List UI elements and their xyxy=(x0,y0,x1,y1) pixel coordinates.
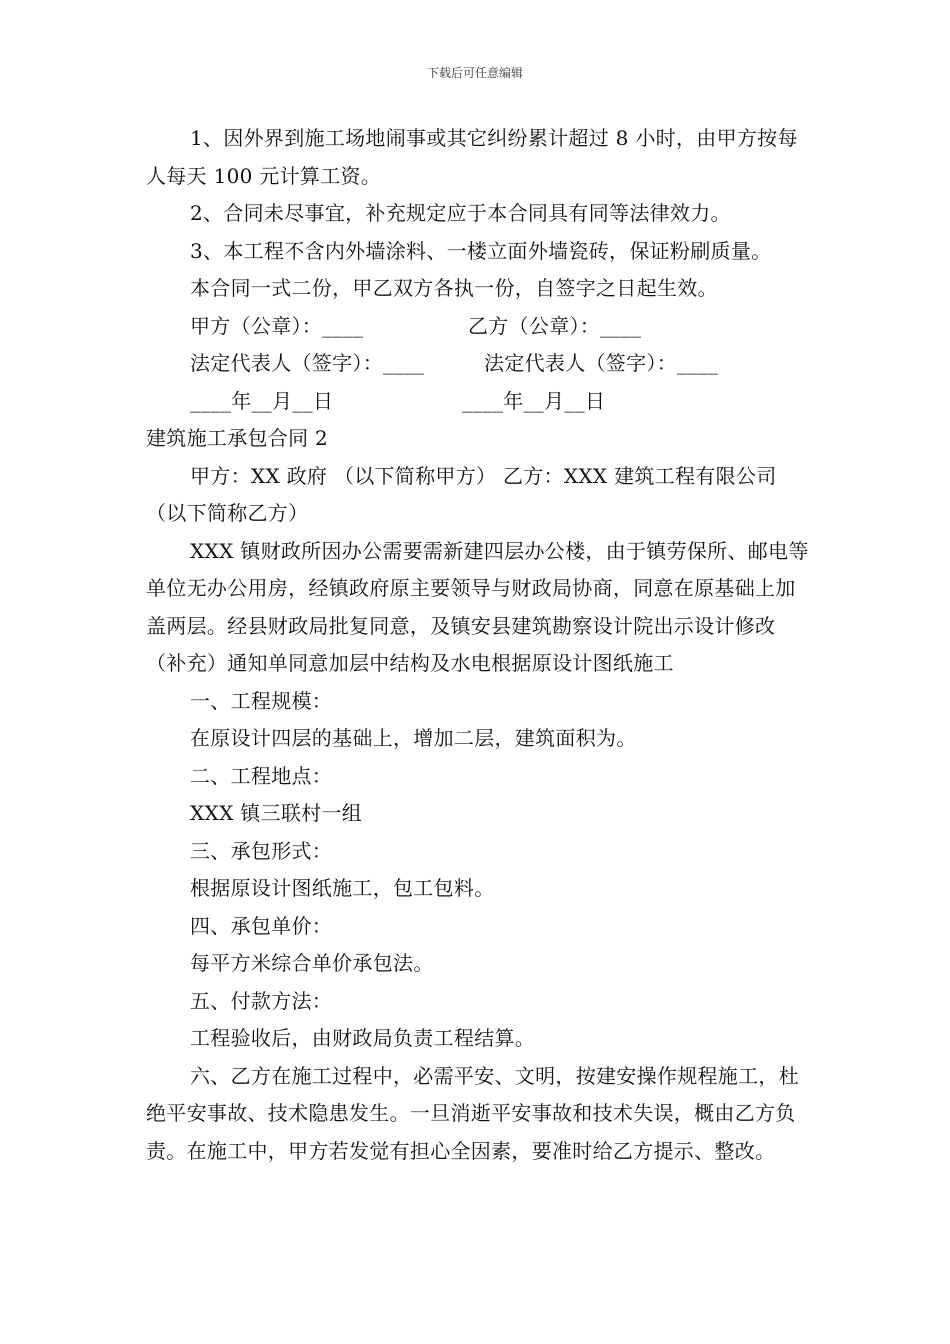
party-b-seal: 乙方（公章）：____ xyxy=(468,313,642,338)
section-2-title: 二、工程地点： xyxy=(190,763,333,788)
effective-clause: 本合同一式二份，甲乙双方各执一份，自签字之日起生效。 xyxy=(190,276,718,300)
section-1-body: 在原设计四层的基础上，增加二层，建筑面积为。 xyxy=(190,726,637,750)
section-3-title: 三、承包形式： xyxy=(190,838,333,863)
clause-3: 3、本工程不含内外墙涂料、一楼立面外墙瓷砖，保证粉刷质量。 xyxy=(190,238,772,263)
representative-row xyxy=(146,345,811,383)
section-5-title: 五、付款方法： xyxy=(190,988,333,1013)
section-4-title: 四、承包单价： xyxy=(190,913,333,938)
date-row xyxy=(146,383,811,421)
contract-2-parties: 甲方：XX 政府 （以下简称甲方） 乙方：XXX 建筑工程有限公司（以下简称乙方） xyxy=(146,463,777,525)
section-2-body: XXX 镇三联村一组 xyxy=(190,801,363,825)
section-5-body: 工程验收后，由财政局负责工程结算。 xyxy=(190,1026,536,1050)
page-header: 下载后可任意编辑 xyxy=(426,66,523,80)
seal-row xyxy=(146,308,811,346)
clause-2: 2、合同未尽事宜，补充规定应于本合同具有同等法律效力。 xyxy=(190,201,731,225)
clause-1: 1、因外界到施工场地闹事或其它纠纷累计超过 8 小时，由甲方按每人每天 100 元计算工资。 xyxy=(146,126,798,188)
section-6: 六、乙方在施工过程中，必需平安、文明，按建安操作规程施工，杜绝平安事故、技术隐患发生。一旦消逝平安事故和技术失误，概由乙方负责。在施工中，甲方若发觉有担心全因素，要准时给乙方提示、整改。 xyxy=(146,1063,799,1163)
party-a-seal: 甲方（公章）：____ xyxy=(190,313,364,338)
party-b-representative: 法定代表人（签字）：____ xyxy=(484,351,719,375)
party-b-date: ____年__月__日 xyxy=(462,388,606,413)
contract-2-intro: XXX 镇财政所因办公需要需新建四层办公楼，由于镇劳保所、邮电等单位无办公用房，经镇政府原主要领导与财政局协商，同意在原基础上加盖两层。经县财政局批复同意，及镇安县建筑勘察设计院出示设计修改（补充）通知单同意加层中结构及水电根据原设计图纸施工 xyxy=(146,538,809,675)
party-a-representative: 法定代表人（签字）：____ xyxy=(190,351,425,375)
document-body xyxy=(146,120,811,1170)
section-1-title: 一、工程规模： xyxy=(190,688,333,713)
section-3-body: 根据原设计图纸施工，包工包料。 xyxy=(190,876,495,900)
party-a-date: ____年__月__日 xyxy=(190,388,334,413)
contract-2-title: 建筑施工承包合同 2 xyxy=(146,426,329,450)
section-4-body: 每平方米综合单价承包法。 xyxy=(190,951,434,975)
